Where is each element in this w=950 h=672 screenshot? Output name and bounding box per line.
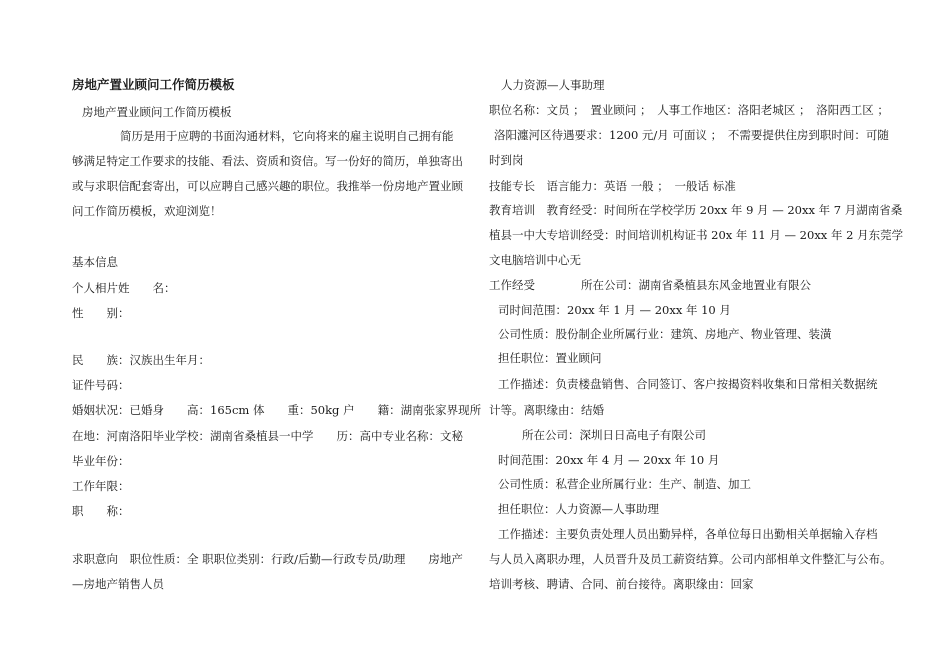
- right-line: 公司性质：私营企业所属行业：生产、制造、加工: [498, 477, 751, 491]
- right-line: 植县一中大专培训经受：时间培训机构证书 20x 年 11 月 — 20xx 年 2 月东莞学: [489, 228, 904, 242]
- right-line: 司时间范围：20xx 年 1 月 — 20xx 年 10 月: [498, 303, 731, 317]
- page-title: 房地产置业顾问工作简历模板: [72, 77, 235, 92]
- intro-line: 或与求职信配套寄出，可以应聘自己感兴趣的职位。我推举一份房地产置业顾: [72, 179, 463, 193]
- info-line: 民 族：汉族出生年月：: [72, 353, 210, 367]
- right-line: 公司性质：股份制企业所属行业：建筑、房地产、物业管理、装潢: [498, 327, 832, 341]
- info-line: 个人相片姓 名：: [72, 281, 176, 295]
- intro-line: 够满足特定工作要求的技能、看法、资质和资信。写一份好的简历，单独寄出: [72, 154, 463, 168]
- info-line: 性 别：: [72, 306, 130, 320]
- right-line: 培训考核、聘请、合同、前台接待。离职缘由：回家: [489, 577, 754, 591]
- section-heading: 基本信息: [72, 255, 118, 269]
- right-line: 担任职位：人力资源—人事助理: [498, 502, 659, 516]
- right-line: 工作经受 所在公司：湖南省桑植县东风金地置业有限公: [489, 278, 811, 292]
- intro-line: 简历是用于应聘的书面沟通材料，它向将来的雇主说明自己拥有能: [120, 129, 454, 143]
- right-line: 职位名称：文员 ； 置业顾问 ； 人事工作地区：洛阳老城区 ； 洛阳西工区 ；: [489, 103, 889, 117]
- right-line: 担任职位：置业顾问: [498, 351, 602, 365]
- job-intent-line: 求职意向 职位性质：全 职职位类别：行政/后勤—行政专员/助理 房地产: [72, 552, 463, 566]
- right-line: 文电脑培训中心无: [489, 253, 581, 267]
- job-intent-line: —房地产销售人员: [72, 577, 164, 591]
- right-line: 技能专长 语言能力：英语 一般 ； 一般话 标准: [489, 179, 736, 193]
- subtitle: 房地产置业顾问工作简历模板: [82, 105, 232, 119]
- right-line: 工作描述：主要负责处理人员出勤异样，各单位每日出勤相关单据输入存档: [498, 527, 878, 541]
- info-line: 工作年限：: [72, 479, 130, 493]
- intro-line: 问工作简历模板，欢迎浏览！: [72, 204, 222, 218]
- right-line: 教育培训 教育经受：时间所在学校学历 20xx 年 9 月 — 20xx 年 7 月湖南省桑: [489, 203, 903, 217]
- right-line: 人力资源—人事助理: [501, 78, 605, 92]
- info-line: 在地：河南洛阳毕业学校：湖南省桑植县一中学 历：高中专业名称：文秘: [72, 429, 463, 443]
- right-line: 洛阳瀍河区待遇要求：1200 元/月 可面议 ； 不需要提供住房到职时间：可随: [494, 128, 889, 142]
- info-line: 毕业年份：: [72, 454, 130, 468]
- right-line: 时间范围：20xx 年 4 月 — 20xx 年 10 月: [498, 453, 720, 467]
- info-line: 婚姻状况：已婚身 高：165cm 体 重：50kg 户 籍：湖南张家界现所: [72, 403, 482, 417]
- info-line: 证件号码：: [72, 378, 130, 392]
- right-line: 工作描述：负责楼盘销售、合同签订、客户按揭资料收集和日常相关数据统: [498, 377, 878, 391]
- right-line: 所在公司：深圳日日高电子有限公司: [522, 428, 706, 442]
- right-line: 计等。离职缘由：结婚: [489, 403, 604, 417]
- info-line: 职 称：: [72, 504, 130, 518]
- right-line: 时到岗: [489, 153, 524, 167]
- right-line: 与人员入离职办理，人员晋升及员工薪资结算。公司内部相单文件整汇与公布。: [489, 552, 892, 566]
